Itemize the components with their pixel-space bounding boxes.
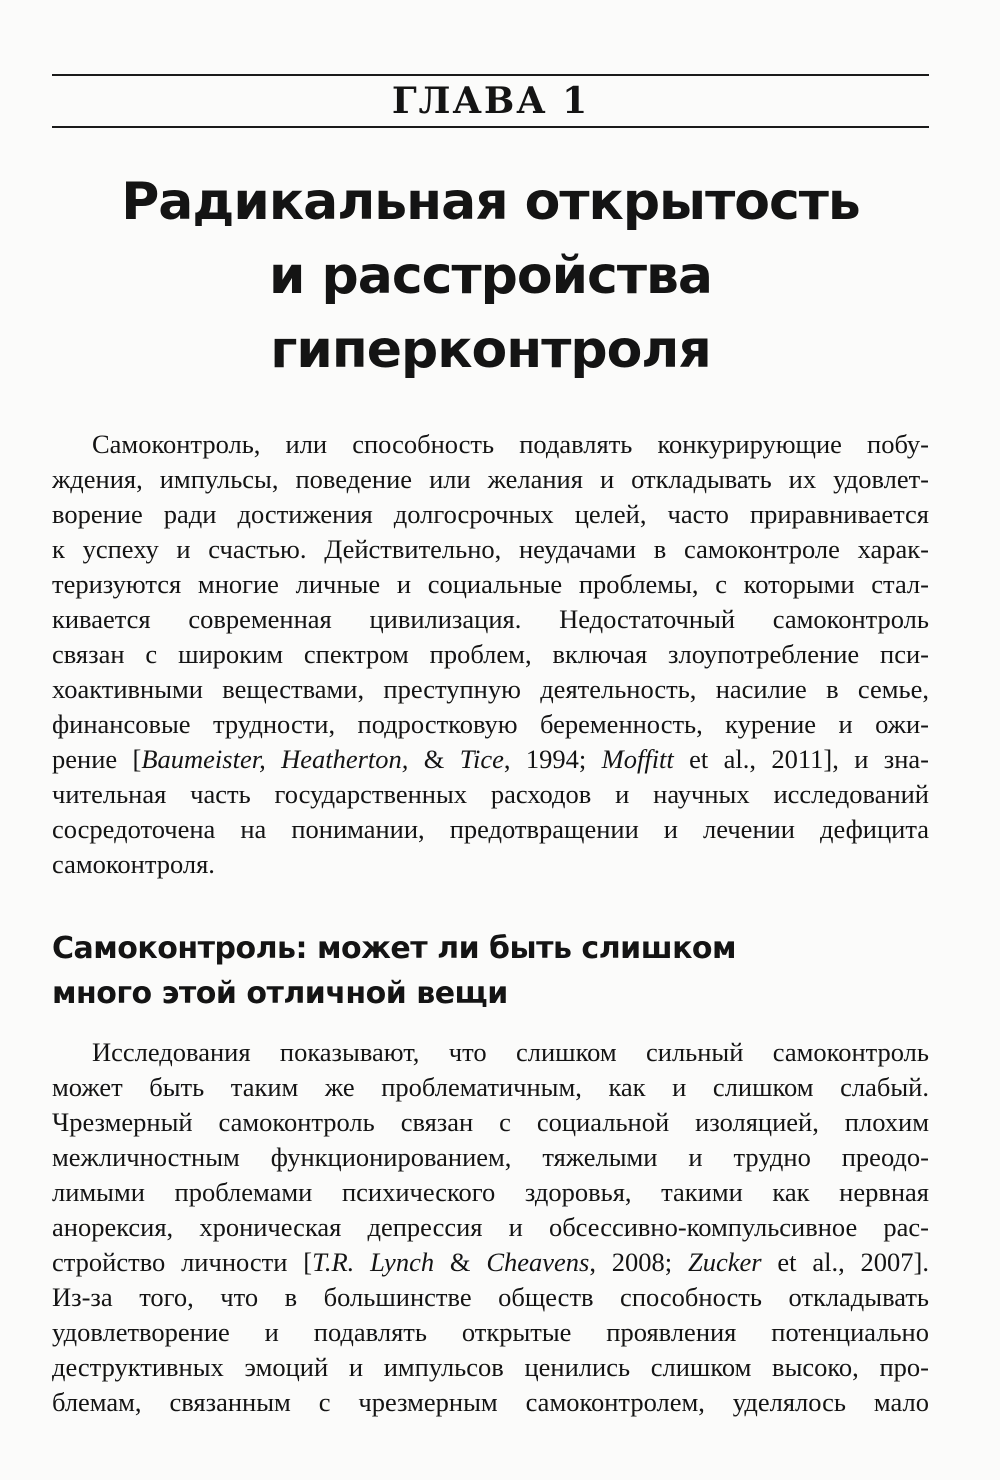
citation-author: T.R. Lynch [312,1247,435,1277]
text-run: & [434,1247,487,1277]
text-line: финансовые трудности, подростковую беременность, курение и ожи- [52,709,929,739]
text-run: , 2008; [589,1247,688,1277]
paragraph-research [52,1035,929,1420]
citation-author: Cheavens [486,1247,590,1277]
text-line: самоконтроля. [52,849,215,879]
text-run: стройство личности [ [52,1247,313,1277]
chapter-title-line: Радикальная открытость [121,172,860,232]
text-line: Чрезмерный самоконтроль связан с социальной изоляцией, плохим [52,1107,929,1137]
text-run: et al., 2011], и зна- [673,744,929,774]
citation-line [52,742,929,777]
chapter-title-line: и расстройства гиперконтроля [269,246,712,380]
text-line: межличностным функционированием, тяжелыми и трудно преодо- [52,1142,929,1172]
citation-author: Moffitt [601,744,674,774]
text-run: et al., 2007]. [761,1247,929,1277]
chapter-title [52,165,929,387]
text-line: кивается современная цивилизация. Недостаточный самоконтроль [52,604,929,634]
text-line: чительная часть государственных расходов и научных исследований [52,779,929,809]
citation-author: Baumeister, Heatherton, [141,744,409,774]
text-line: анорексия, хроническая депрессия и обсессивно-компульсивное рас- [52,1212,929,1242]
text-run: рение [ [52,744,142,774]
text-line: Самоконтроль, или способность подавлять конкурирующие побу- [92,429,929,459]
text-line: может быть таким же проблематичным, как и слишком слабый. [52,1072,929,1102]
citation-author: Zucker [687,1247,762,1277]
paragraph-intro [52,427,929,882]
text-line: теризуются многие личные и социальные проблемы, с которыми стал- [52,569,929,599]
text-line: связан с широким спектром проблем, включая злоупотребление пси- [52,639,929,669]
book-page [52,0,929,1480]
text-line: Из-за того, что в большинстве обществ способность откладывать [52,1282,929,1312]
text-line: Исследования показывают, что слишком сильный самоконтроль [92,1037,929,1067]
chapter-label: ГЛАВА 1 [391,80,590,122]
text-line: удовлетворение и подавлять открытые проявления потенциально [52,1317,929,1347]
section-heading-line: Самоконтроль: может ли быть слишком [52,931,737,966]
text-line: к успеху и счастью. Действительно, неудачами в самоконтроле харак- [52,534,929,564]
text-line: ждения, импульсы, поведение или желания и откладывать их удовлет- [52,464,929,494]
text-run: & [408,744,460,774]
text-line: блемам, связанным с чрезмерным самоконтролем, уделялось мало [52,1387,929,1417]
section-heading [52,926,929,1016]
text-line: ворение ради достижения долгосрочных целей, часто приравнивается [52,499,929,529]
citation-line [52,1245,929,1280]
text-line: лимыми проблемами психического здоровья, такими как нервная [52,1177,929,1207]
text-line: хоактивными веществами, преступную деятельность, насилие в семье, [52,674,929,704]
text-run: , 1994; [503,744,602,774]
chapter-bottom-rule [52,126,929,128]
text-line: деструктивных эмоций и импульсов ценились слишком высоко, про- [52,1352,929,1382]
chapter-top-rule [52,74,929,76]
section-heading-line: много этой отличной вещи [52,976,508,1011]
citation-author: Tice [459,744,504,774]
text-line: сосредоточена на понимании, предотвращении и лечении дефицита [52,814,929,844]
